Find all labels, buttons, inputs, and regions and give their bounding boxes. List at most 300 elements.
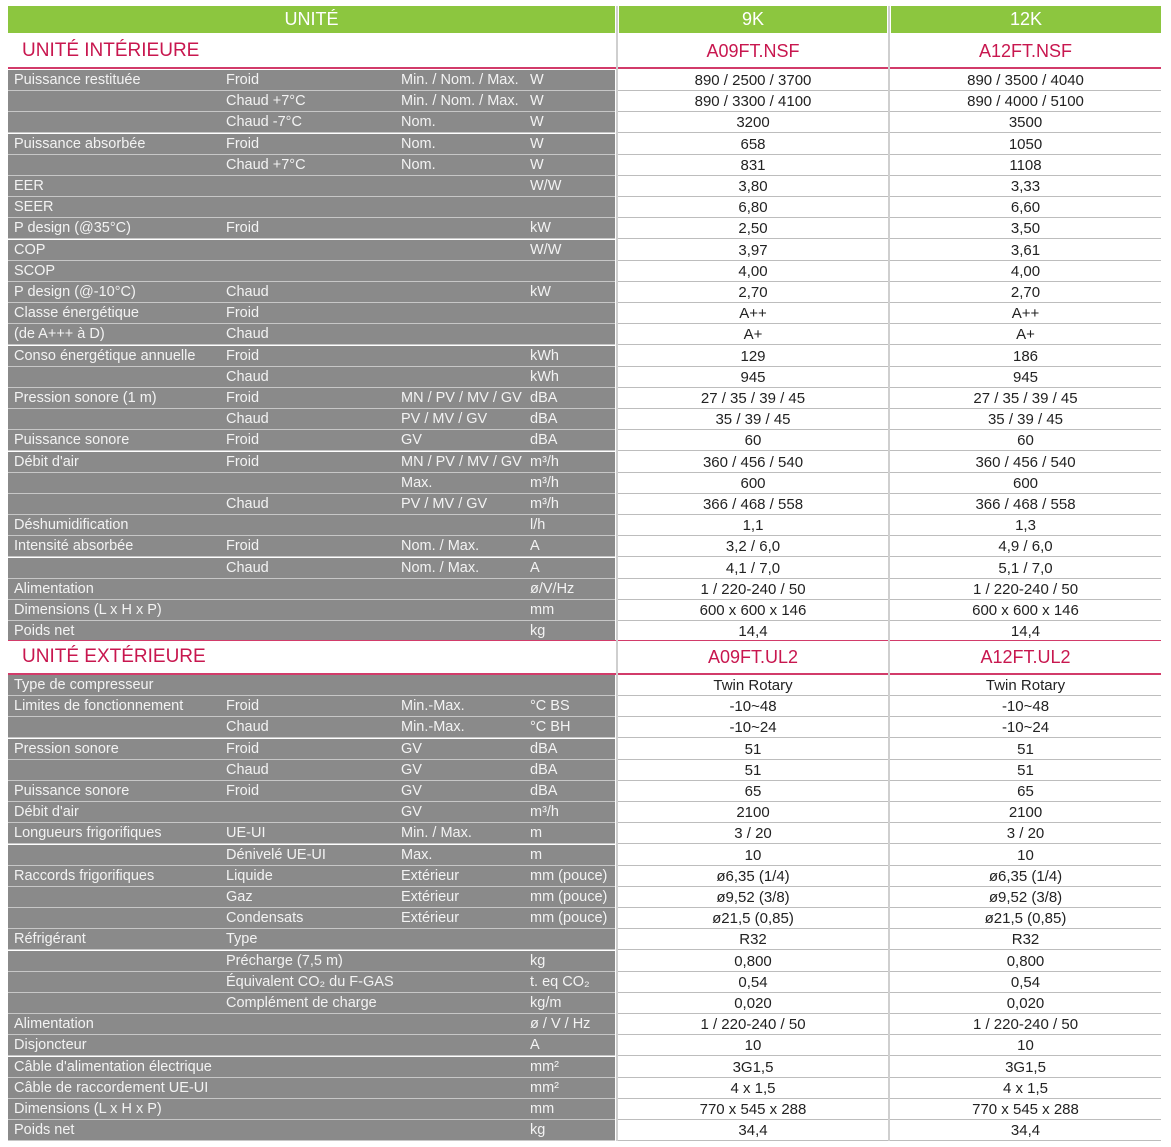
row-mode: Chaud [226,559,269,576]
value-12k: 3500 [890,112,1161,133]
spec-row [8,155,1161,176]
row-label: SEER [14,199,54,216]
value-12k: 4,00 [890,261,1161,282]
value-9k: 3,2 / 6,0 [618,536,888,557]
value-12k: 35 / 39 / 45 [890,409,1161,430]
value-9k: 60 [618,430,888,451]
row-label: COP [14,241,46,258]
value-12k: 27 / 35 / 39 / 45 [890,388,1161,409]
value-12k: 14,4 [890,621,1161,642]
spec-row [8,908,1161,929]
spec-row [8,887,1161,908]
value-12k: 1,3 [890,515,1161,536]
spec-row [8,600,1161,621]
row-mode: Chaud [226,411,269,428]
row-unit: kg [530,623,546,640]
spec-row [8,993,1161,1014]
value-12k: A++ [890,303,1161,324]
value-9k: 2,50 [618,218,888,239]
spec-row-labels [8,951,615,972]
row-unit: W/W [530,178,562,194]
value-12k: -10~24 [890,717,1161,738]
spec-row-labels [8,388,615,409]
row-label: Puissance sonore [14,783,130,799]
row-unit: m³/h [530,804,559,821]
row-label: Puissance absorbée [14,135,146,152]
row-unit: l/h [530,517,546,534]
value-12k: 890 / 3500 / 4040 [890,70,1161,91]
spec-row [8,515,1161,536]
value-12k: 1 / 220-240 / 50 [890,1014,1161,1035]
spec-row [8,1099,1161,1120]
value-9k: -10~24 [618,717,888,738]
spec-row-labels [8,675,615,696]
row-unit: ø/V/Hz [530,580,575,597]
value-12k: ø9,52 (3/8) [890,887,1161,908]
row-mode: Froid [226,305,260,322]
row-unit: W [530,114,544,131]
value-12k: 1108 [890,155,1161,176]
row-label: Poids net [14,1122,75,1139]
spec-row-labels [8,993,615,1014]
row-mode: Froid [226,783,260,799]
spec-row [8,823,1161,844]
value-9k: 14,4 [618,621,888,642]
row-label: Câble d'alimentation électrique [14,1058,212,1075]
value-9k: 600 [618,473,888,494]
spec-row [8,866,1161,887]
row-condition: Min. / Nom. / Max. [401,93,519,110]
value-12k: -10~48 [890,696,1161,717]
spec-row-labels [8,112,615,133]
spec-row [8,558,1161,579]
row-unit: dBA [530,783,558,799]
row-condition: Nom. / Max. [401,559,480,576]
outdoor-model-12k: A12FT.UL2 [980,647,1071,667]
row-mode: Chaud [226,496,269,512]
value-9k: 1 / 220-240 / 50 [618,1014,888,1035]
row-label: Alimentation [14,1016,94,1033]
spec-row-labels [8,218,615,239]
row-unit: mm (pouce) [530,889,608,905]
value-12k: 1050 [890,134,1161,155]
spec-row-labels [8,887,615,908]
value-12k: ø6,35 (1/4) [890,866,1161,887]
header-col-12k: 12K [891,6,1161,33]
row-condition: Nom. [401,114,436,131]
row-unit: m³/h [530,496,559,512]
value-9k: 945 [618,367,888,388]
row-mode: Chaud [226,368,269,385]
indoor-divider [8,67,1161,69]
spec-row [8,240,1161,261]
spec-row-labels [8,696,615,717]
value-9k: 2100 [618,802,888,823]
value-9k: 3,97 [618,240,888,261]
row-mode: Froid [226,538,260,555]
row-unit: dBA [530,740,558,757]
value-9k: 1 / 220-240 / 50 [618,579,888,600]
row-unit: W [530,72,544,88]
spec-row [8,70,1161,91]
spec-row [8,176,1161,197]
row-unit: t. eq CO₂ [530,973,590,990]
value-9k: ø21,5 (0,85) [618,908,888,929]
row-label: Alimentation [14,580,94,597]
value-9k: 10 [618,845,888,866]
value-12k: 770 x 545 x 288 [890,1099,1161,1120]
row-unit: °C BS [530,698,570,715]
section-outdoor [8,641,1161,673]
header-unit: UNITÉ [8,6,615,33]
spec-row-labels [8,494,615,515]
row-mode: Froid [226,432,260,449]
spec-row-labels [8,346,615,367]
row-label: Puissance sonore [14,432,130,449]
spec-row-labels [8,473,615,494]
spec-row-labels [8,579,615,600]
row-unit: kg [530,952,546,969]
row-condition: GV [401,761,422,778]
row-unit: kW [530,284,551,300]
value-9k: 2,70 [618,282,888,303]
spec-row [8,452,1161,473]
row-unit: kg/m [530,995,562,1011]
spec-row [8,536,1161,557]
spec-row-labels [8,261,615,282]
spec-row-labels [8,91,615,112]
row-label: Disjoncteur [14,1037,87,1054]
value-9k: 600 x 600 x 146 [618,600,888,621]
row-unit: mm (pouce) [530,910,608,927]
spec-row-labels [8,802,615,823]
value-9k: 65 [618,781,888,802]
value-12k: 2,70 [890,282,1161,303]
value-9k: 366 / 468 / 558 [618,494,888,515]
value-9k: 360 / 456 / 540 [618,452,888,473]
spec-row-labels [8,430,615,451]
spec-row [8,409,1161,430]
row-mode: Chaud [226,719,269,736]
spec-row-labels [8,600,615,621]
spec-row [8,218,1161,239]
value-9k: -10~48 [618,696,888,717]
spec-row-labels [8,929,615,950]
spec-row [8,717,1161,738]
value-12k: 600 x 600 x 146 [890,600,1161,621]
row-condition: Nom. / Max. [401,538,480,555]
spec-row-labels [8,972,615,993]
spec-row-labels [8,1078,615,1099]
spec-row-labels [8,558,615,579]
row-mode: Condensats [226,910,304,927]
value-12k: 3,33 [890,176,1161,197]
value-9k: A++ [618,303,888,324]
value-9k: ø9,52 (3/8) [618,887,888,908]
spec-row-labels [8,1120,615,1141]
row-mode: Type [226,931,258,948]
spec-row [8,91,1161,112]
row-label: Longueurs frigorifiques [14,825,162,842]
indoor-model-9k: A09FT.NSF [706,41,800,61]
spec-row [8,1035,1161,1056]
spec-row-labels [8,452,615,473]
spec-row [8,696,1161,717]
value-9k: 129 [618,346,888,367]
row-unit: A [530,1037,540,1054]
row-condition: GV [401,804,422,821]
row-condition: Min.-Max. [401,698,465,715]
row-unit: mm² [530,1058,559,1075]
value-9k: 10 [618,1035,888,1056]
spec-row-labels [8,1035,615,1056]
value-9k: Twin Rotary [618,675,888,696]
row-condition: Extérieur [401,867,460,884]
spec-row [8,929,1161,950]
spec-row [8,1014,1161,1035]
value-9k: 770 x 545 x 288 [618,1099,888,1120]
value-9k: 0,020 [618,993,888,1014]
value-12k: 3G1,5 [890,1057,1161,1078]
spec-row [8,346,1161,367]
spec-row [8,473,1161,494]
value-9k: 3,80 [618,176,888,197]
spec-row [8,1057,1161,1078]
row-unit: dBA [530,761,558,778]
row-unit: mm² [530,1079,559,1096]
row-unit: m [530,846,543,863]
row-unit: kWh [530,347,559,364]
spec-row [8,367,1161,388]
row-mode: Froid [226,698,260,715]
spec-row [8,781,1161,802]
row-label: Limites de fonctionnement [14,698,184,715]
row-mode: Chaud [226,326,269,343]
row-unit: kW [530,220,551,237]
row-label: Dimensions (L x H x P) [14,1101,162,1117]
spec-row-labels [8,823,615,844]
spec-row-labels [8,1014,615,1035]
row-mode: Froid [226,390,260,406]
spec-row [8,134,1161,155]
value-12k: 3 / 20 [890,823,1161,844]
value-9k: A+ [618,324,888,345]
value-12k: 2100 [890,802,1161,823]
row-label: Déshumidification [14,517,129,534]
value-12k: 0,020 [890,993,1161,1014]
spec-row-labels [8,240,615,261]
spec-row-labels [8,739,615,760]
value-12k: 5,1 / 7,0 [890,558,1161,579]
value-12k: 3,61 [890,240,1161,261]
row-label: Intensité absorbée [14,538,134,555]
row-unit: mm [530,1101,555,1117]
column-separator-2 [888,6,890,1141]
row-unit: kg [530,1122,546,1139]
row-mode: UE-UI [226,825,266,842]
row-label: EER [14,178,44,194]
row-condition: GV [401,432,422,449]
value-12k: ø21,5 (0,85) [890,908,1161,929]
value-12k: 6,60 [890,197,1161,218]
row-condition: Min. / Max. [401,825,472,842]
row-unit: W [530,93,544,110]
row-unit: W/W [530,241,562,258]
row-mode: Dénivelé UE-UI [226,846,326,863]
spec-row-labels [8,324,615,345]
value-9k: 3 / 20 [618,823,888,844]
spec-row-labels [8,409,615,430]
row-condition: Nom. [401,135,436,152]
row-condition: MN / PV / MV / GV [401,390,522,406]
value-9k: 831 [618,155,888,176]
value-12k: 600 [890,473,1161,494]
value-12k: 4,9 / 6,0 [890,536,1161,557]
value-12k: 366 / 468 / 558 [890,494,1161,515]
value-12k: 51 [890,739,1161,760]
spec-row-labels [8,908,615,929]
row-label: Raccords frigorifiques [14,867,155,884]
spec-row-labels [8,197,615,218]
spec-row [8,324,1161,345]
row-label: Débit d'air [14,804,79,821]
row-label: Pression sonore (1 m) [14,390,157,406]
row-unit: mm (pouce) [530,867,608,884]
spec-row-labels [8,303,615,324]
value-9k: 890 / 2500 / 3700 [618,70,888,91]
row-unit: A [530,538,540,555]
value-9k: ø6,35 (1/4) [618,866,888,887]
row-label: Poids net [14,623,75,640]
value-9k: 34,4 [618,1120,888,1141]
spec-row-labels [8,717,615,738]
row-condition: Min. / Nom. / Max. [401,72,519,88]
spec-row [8,802,1161,823]
spec-row [8,675,1161,696]
row-label: P design (@35°C) [14,220,131,237]
value-9k: 51 [618,760,888,781]
value-12k: 65 [890,781,1161,802]
row-unit: kWh [530,368,559,385]
spec-row-labels [8,70,615,91]
spec-row [8,1120,1161,1141]
row-unit: W [530,156,544,173]
header-col-9k: 9K [619,6,887,33]
value-9k: 0,800 [618,951,888,972]
value-12k: 34,4 [890,1120,1161,1141]
value-9k: 3200 [618,112,888,133]
spec-row-labels [8,176,615,197]
row-mode: Chaud +7°C [226,93,306,110]
spec-row [8,112,1161,133]
spec-row [8,197,1161,218]
value-12k: 186 [890,346,1161,367]
section-outdoor-title: UNITÉ EXTÉRIEURE [22,646,206,667]
row-mode: Chaud +7°C [226,156,306,173]
row-mode: Froid [226,72,260,88]
spec-row [8,951,1161,972]
row-mode: Froid [226,453,260,470]
spec-row-labels [8,367,615,388]
row-mode: Équivalent CO₂ du F-GAS [226,973,394,990]
row-unit: m³/h [530,474,559,491]
spec-row [8,972,1161,993]
value-12k: Twin Rotary [890,675,1161,696]
row-unit: dBA [530,411,558,428]
value-12k: 0,54 [890,972,1161,993]
row-label: (de A+++ à D) [14,326,105,343]
value-12k: 890 / 4000 / 5100 [890,91,1161,112]
spec-row [8,430,1161,451]
value-12k: 51 [890,760,1161,781]
row-unit: dBA [530,390,558,406]
spec-row [8,739,1161,760]
row-label: Débit d'air [14,453,79,470]
row-condition: Max. [401,474,433,491]
row-mode: Précharge (7,5 m) [226,952,343,969]
value-12k: 360 / 456 / 540 [890,452,1161,473]
row-unit: dBA [530,432,558,449]
spec-row [8,579,1161,600]
value-9k: 35 / 39 / 45 [618,409,888,430]
row-label: Câble de raccordement UE-UI [14,1079,209,1096]
spec-row [8,388,1161,409]
row-mode: Liquide [226,867,273,884]
spec-row-labels [8,282,615,303]
row-mode: Froid [226,740,260,757]
row-mode: Froid [226,347,260,364]
spec-row [8,303,1161,324]
row-condition: MN / PV / MV / GV [401,453,522,470]
row-unit: m³/h [530,453,559,470]
row-condition: PV / MV / GV [401,496,488,512]
value-9k: 6,80 [618,197,888,218]
spec-row-labels [8,845,615,866]
spec-row [8,282,1161,303]
row-unit: mm [530,602,555,618]
row-unit: A [530,559,540,576]
value-9k: 4,1 / 7,0 [618,558,888,579]
spec-row-labels [8,515,615,536]
row-label: Pression sonore [14,740,119,757]
spec-row-labels [8,760,615,781]
row-label: Classe énergétique [14,305,139,322]
row-unit: W [530,135,544,152]
row-condition: Min.-Max. [401,719,465,736]
outdoor-model-9k: A09FT.UL2 [707,647,799,667]
value-9k: 0,54 [618,972,888,993]
row-condition: GV [401,740,422,757]
value-12k: 1 / 220-240 / 50 [890,579,1161,600]
value-12k: 0,800 [890,951,1161,972]
value-12k: R32 [890,929,1161,950]
value-9k: 3G1,5 [618,1057,888,1078]
value-12k: 60 [890,430,1161,451]
spec-row-labels [8,536,615,557]
spec-row-labels [8,134,615,155]
spec-row-labels [8,866,615,887]
row-mode: Gaz [226,889,253,905]
spec-row-labels [8,155,615,176]
value-12k: 4 x 1,5 [890,1078,1161,1099]
value-12k: 10 [890,1035,1161,1056]
row-mode: Froid [226,135,260,152]
row-mode: Froid [226,220,260,237]
value-9k: 1,1 [618,515,888,536]
row-unit: °C BH [530,719,571,736]
section-indoor [8,35,1161,67]
row-unit: ø / V / Hz [530,1016,591,1033]
